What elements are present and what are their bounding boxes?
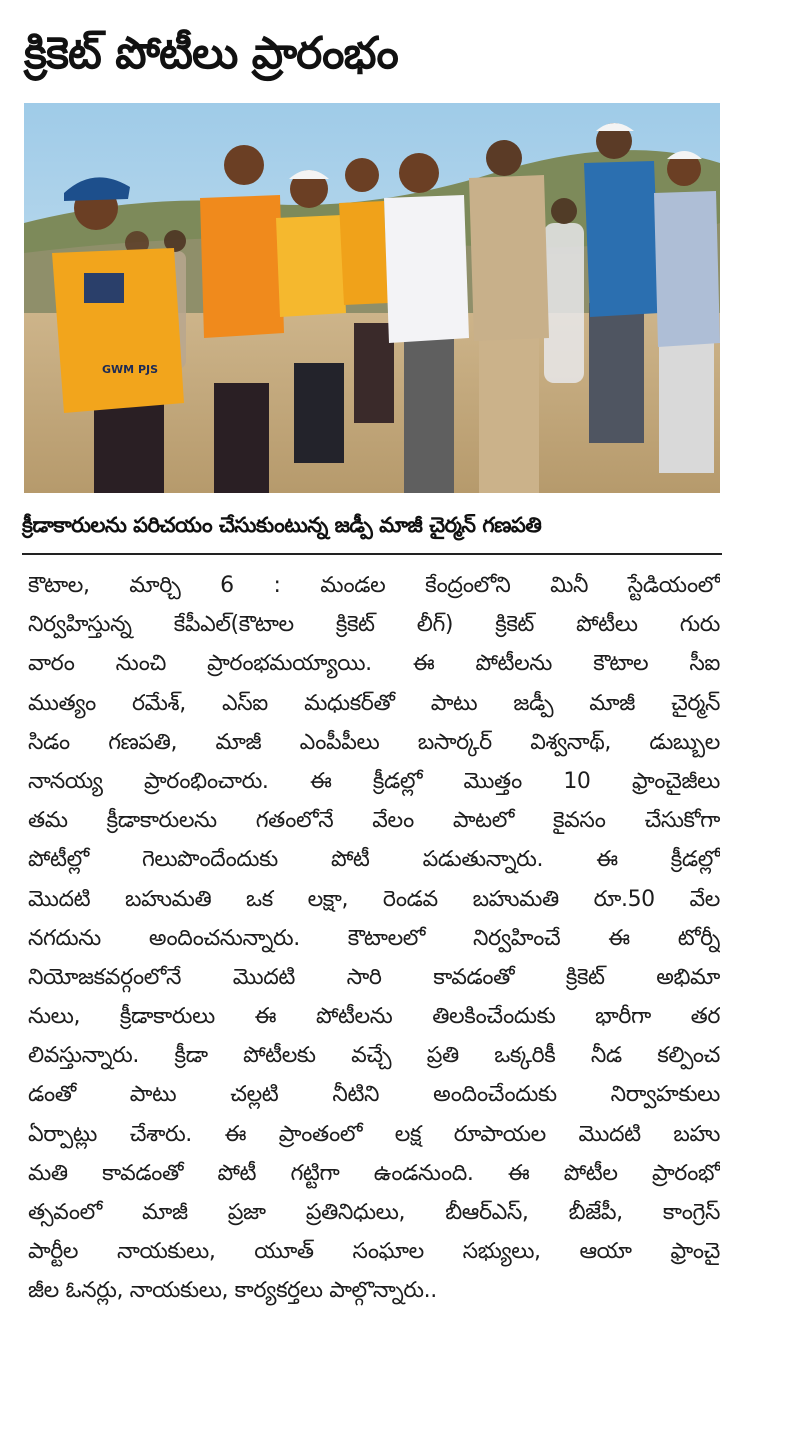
article-line: పార్టీల నాయకులు, యూత్ సంఘాల సభ్యులు, ఆయా ఫ్రాంచై bbox=[28, 1239, 720, 1265]
article-line: నియోజకవర్గంలోనే మొదటి సారి కావడంతో క్రికెట్ అభిమా bbox=[28, 964, 720, 990]
article-line: జీల ఓనర్లు, నాయకులు, కార్యకర్తలు పాల్గొన్నారు.. bbox=[28, 1278, 437, 1304]
article-line: కౌటాల, మార్చి 6 : మండల కేంద్రంలోని మినీ స్టేడియంలో bbox=[28, 573, 720, 598]
photo-caption: క్రీడాకారులను పరిచయం చేసుకుంటున్న జడ్పీ మాజీ చైర్మన్ గణపతి bbox=[22, 513, 542, 537]
jersey-text: GWM PJS bbox=[102, 363, 159, 376]
article-line: ముత్యం రమేశ్, ఎస్ఐ మధుకర్‌తో పాటు జడ్పీ మాజీ చైర్మన్ bbox=[28, 690, 720, 716]
article-line: పోటీల్లో గెలుపొందేందుకు పోటీ పడుతున్నారు. ఈ క్రీడల్లో bbox=[28, 847, 720, 873]
headline: క్రికెట్ పోటీలు ప్రారంభం bbox=[24, 28, 398, 79]
article-line: నానయ్య ప్రారంభించారు. ఈ క్రీడల్లో మొత్తం 10 ఫ్రాంచైజీలు bbox=[28, 768, 720, 794]
article-line: లివస్తున్నారు. క్రీడా పోటీలకు వచ్చే ప్రతి ఒక్కరికీ నీడ కల్పించ bbox=[28, 1043, 720, 1069]
article-line: ఏర్పాట్లు చేశారు. ఈ ప్రాంతంలో లక్ష రూపాయల మొదటి బహు bbox=[28, 1121, 720, 1147]
article-line: నిర్వహిస్తున్న కేపీఎల్(కౌటాల క్రికెట్ లీగ్) క్రికెట్ పోటీలు గురు bbox=[28, 612, 720, 638]
cricket-players-photo-icon bbox=[24, 103, 720, 493]
news-photo bbox=[24, 103, 720, 493]
article-line: నులు, క్రీడాకారులు ఈ పోటీలను తిలకించేందుకు భారీగా తర bbox=[28, 1004, 720, 1030]
article-line: త్సవంలో మాజీ ప్రజా ప్రతినిధులు, బీఆర్ఎస్, బీజేపీ, కాంగ్రెస్ bbox=[28, 1200, 720, 1225]
article-line: వారం నుంచి ప్రారంభమయ్యాయి. ఈ పోటీలను కౌటాల సీఐ bbox=[28, 651, 720, 677]
article-line: డంతో పాటు చల్లటి నీటిని అందించేందుకు నిర్వాహకులు bbox=[28, 1082, 720, 1108]
caption-divider bbox=[22, 553, 722, 555]
article-line: తమ క్రీడాకారులను గతంలోనే వేలం పాటలో కైవసం చేసుకోగా bbox=[28, 808, 720, 834]
article-line: నగదును అందించనున్నారు. కౌటాలలో నిర్వహించే ఈ టోర్నీ bbox=[28, 925, 720, 951]
article-line: మతి కావడంతో పోటీ గట్టిగా ఉండనుంది. ఈ పోటీల ప్రారంభో bbox=[28, 1160, 720, 1186]
article-line: మొదటి బహుమతి ఒక లక్షా, రెండవ బహుమతి రూ.50 వేల bbox=[28, 886, 720, 912]
article-line: సిడం గణపతి, మాజీ ఎంపీపీలు బసార్కర్ విశ్వనాథ్, డుబ్బుల bbox=[28, 729, 720, 755]
article-body bbox=[28, 566, 720, 1311]
